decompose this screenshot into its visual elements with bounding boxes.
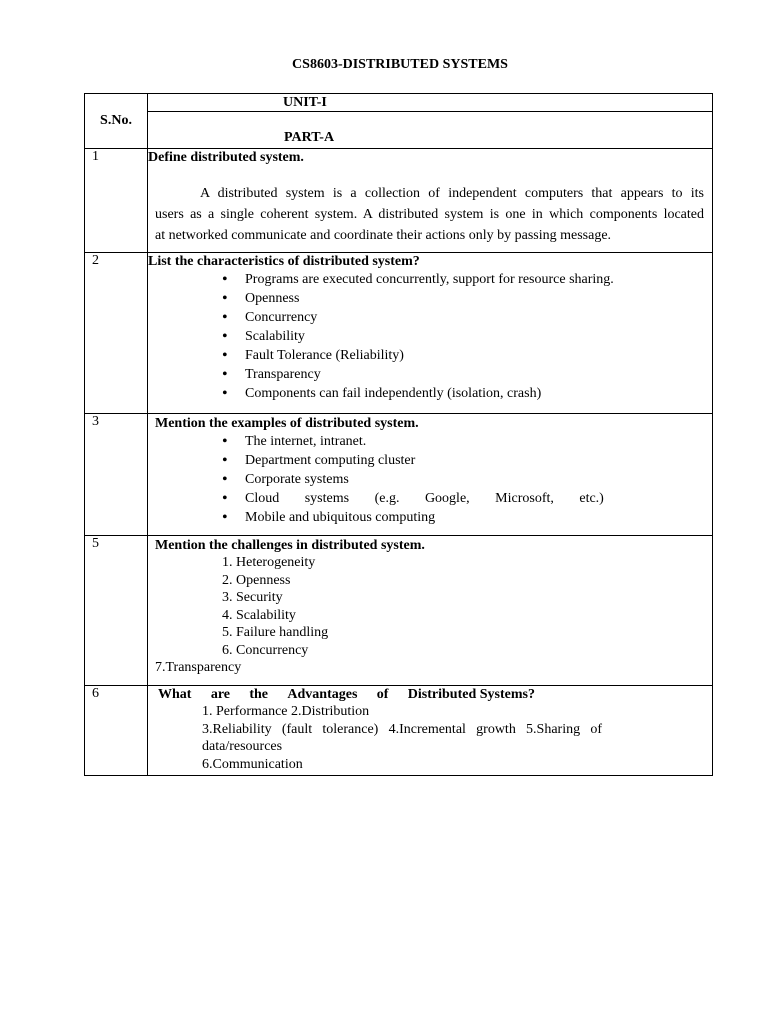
question-text: Mention the challenges in distributed system. [155, 538, 425, 553]
row-content [148, 536, 713, 686]
row-number: 6 [85, 686, 148, 776]
answer-line: users as a single coherent system. A distributed system is one in which components located [155, 207, 704, 222]
row-content [148, 686, 713, 776]
numbered-list [148, 554, 712, 659]
question-text: Mention the examples of distributed system. [155, 416, 419, 431]
row-number: 1 [85, 149, 148, 253]
list-item: • Programs are executed concurrently, support for resource sharing. [245, 270, 712, 289]
question-word: the [249, 687, 269, 702]
table-row [85, 149, 713, 253]
header-row-unit [85, 94, 713, 112]
bullet-list [148, 270, 712, 403]
row-content [148, 414, 713, 536]
answer-body [148, 703, 712, 773]
row-content [148, 253, 713, 414]
question-word: Distributed Systems? [407, 687, 535, 702]
unit-label: UNIT-I [148, 94, 713, 112]
answer-line: 1. Performance 2.Distribution [202, 704, 370, 719]
bullet-list [148, 432, 712, 527]
list-item: • Components can fail independently (isolation, crash) [245, 384, 712, 403]
question-text: List the characteristics of distributed system? [148, 254, 420, 269]
answer-line: at networked communicate and coordinate their actions only by passing message. [155, 228, 612, 243]
list-item: 4. Scalability [222, 607, 296, 623]
answer-paragraph [155, 183, 704, 246]
sno-header: S.No. [85, 94, 148, 149]
table-row [85, 414, 713, 536]
list-item: • Mobile and ubiquitous computing [245, 508, 712, 527]
part-label: PART-A [284, 130, 335, 145]
list-item: • Transparency [245, 365, 712, 384]
part-cell [148, 112, 713, 149]
list-item: 2. Openness [222, 572, 291, 588]
list-item: • Fault Tolerance (Reliability) [245, 346, 712, 365]
list-item: • Concurrency [245, 308, 712, 327]
list-item: • Department computing cluster [245, 451, 712, 470]
list-item: 5. Failure handling [222, 625, 329, 640]
header-row-part [85, 112, 713, 149]
list-item: • Scalability [245, 327, 712, 346]
question-word: are [210, 687, 230, 702]
question-text [148, 686, 712, 703]
row-number: 5 [85, 536, 148, 686]
table-row [85, 536, 713, 686]
question-word: Advantages [287, 687, 358, 702]
list-item: 6. Concurrency [222, 642, 309, 658]
list-item: 1. Heterogeneity [222, 555, 316, 570]
question-text: Define distributed system. [148, 150, 304, 165]
row-number: 2 [85, 253, 148, 414]
answer-line: 3.Reliability (fault tolerance) 4.Incremental growth 5.Sharing of data/resources [202, 721, 602, 754]
question-table [84, 93, 713, 776]
question-word: of [376, 687, 389, 702]
answer-line: 6.Communication [202, 756, 303, 772]
list-item: 7.Transparency [155, 660, 242, 675]
list-item: • Openness [245, 289, 712, 308]
list-item: • The internet, intranet. [245, 432, 712, 451]
row-number: 3 [85, 414, 148, 536]
table-row [85, 253, 713, 414]
answer-line: A distributed system is a collection of independent computers that appears to its [200, 186, 704, 201]
table-row [85, 686, 713, 776]
row-content [148, 149, 713, 253]
list-item: • Corporate systems [245, 470, 712, 489]
question-word: What [158, 687, 192, 702]
document-title: CS8603-DISTRIBUTED SYSTEMS [292, 57, 508, 72]
list-item: 3. Security [222, 590, 283, 605]
list-item: • Cloud systems (e.g. Google, Microsoft, etc.) [245, 489, 712, 508]
